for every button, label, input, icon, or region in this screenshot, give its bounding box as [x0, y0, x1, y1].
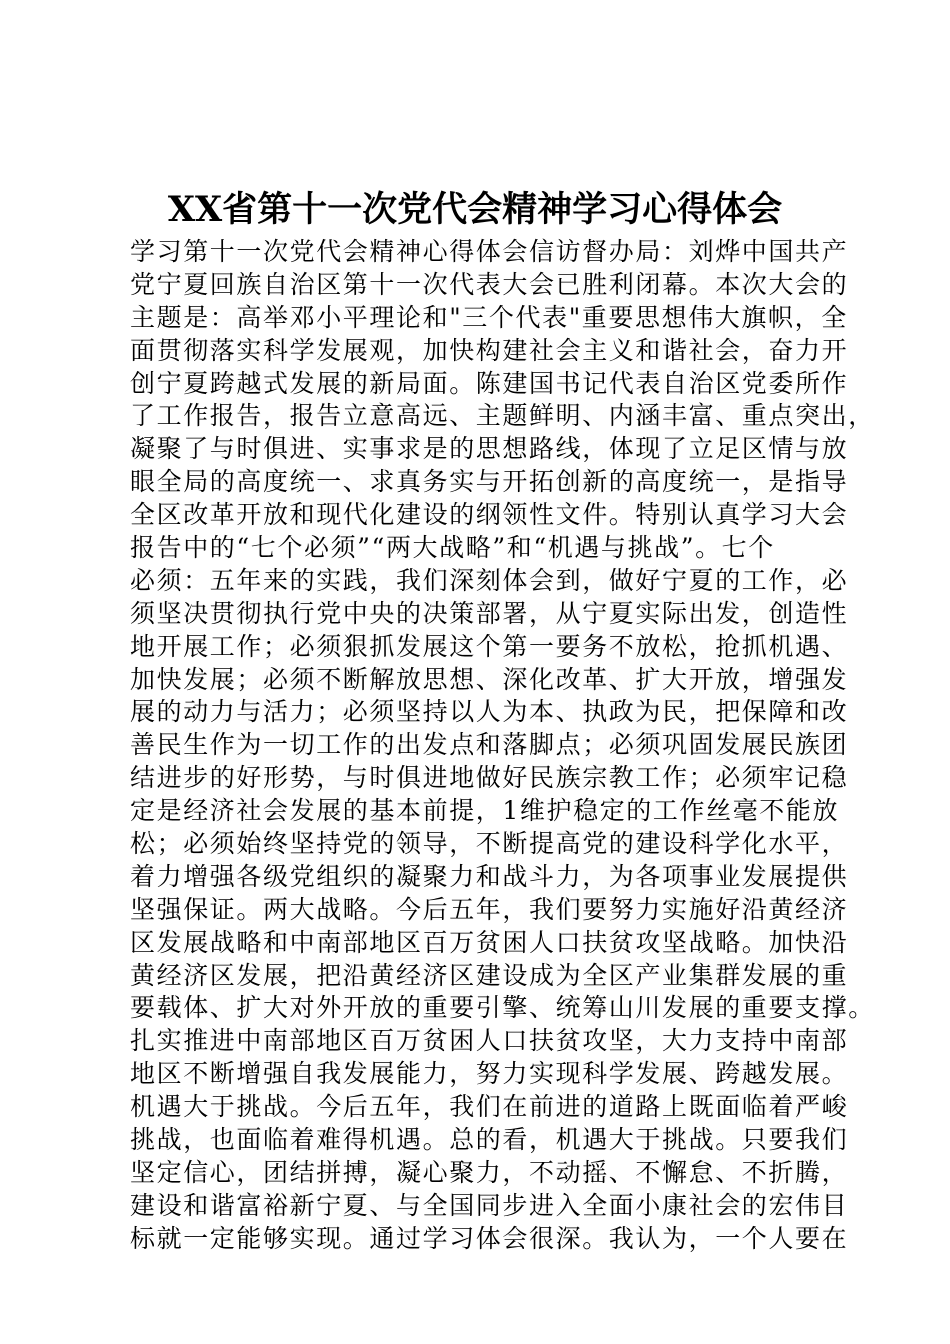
body-text-line: 黄经济区发展，把沿黄经济区建设成为全区产业集群发展的重 [130, 960, 849, 990]
document-body [130, 236, 875, 1256]
document-title: XX省第十一次党代会精神学习心得体会 [167, 189, 783, 230]
body-text-line: 了工作报告，报告立意高远、主题鲜明、内涵丰富、重点突出， [130, 401, 875, 431]
body-text-line: 面贯彻落实科学发展观，加快构建社会主义和谐社会，奋力开 [130, 335, 849, 365]
body-text-line: 主题是：高举邓小平理论和"三个代表"重要思想伟大旗帜，全 [130, 302, 848, 332]
body-text-line: 全区改革开放和现代化建设的纲领性文件。特别认真学习大会 [130, 500, 849, 530]
body-text-line: 必须：五年来的实践，我们深刻体会到，做好宁夏的工作，必 [130, 565, 849, 595]
body-text-line: 坚定信心，团结拼搏，凝心聚力，不动摇、不懈怠、不折腾， [130, 1157, 849, 1187]
body-text-line: 建设和谐富裕新宁夏、与全国同步进入全面小康社会的宏伟目 [130, 1190, 849, 1220]
body-text-line: 坚强保证。两大战略。今后五年，我们要努力实施好沿黄经济 [130, 894, 849, 924]
body-text-line: 松；必须始终坚持党的领导，不断提高党的建设科学化水平， [130, 829, 849, 859]
body-text-line: 区发展战略和中南部地区百万贫困人口扶贫攻坚战略。加快沿 [130, 927, 849, 957]
body-text-line: 党宁夏回族自治区第十一次代表大会已胜利闭幕。本次大会的 [130, 269, 849, 299]
body-text-line: 地开展工作；必须狠抓发展这个第一要务不放松，抢抓机遇、 [130, 631, 849, 661]
body-text-line: 报告中的“七个必须”“两大战略”和“机遇与挑战”。七个 [130, 533, 775, 563]
body-text-line: 标就一定能够实现。通过学习体会很深。我认为，一个人要在 [130, 1223, 849, 1253]
body-text-line: 扎实推进中南部地区百万贫困人口扶贫攻坚，大力支持中南部 [130, 1026, 849, 1056]
body-text-line: 展的动力与活力；必须坚持以人为本、执政为民，把保障和改 [130, 697, 849, 727]
body-text-line: 结进步的好形势，与时俱进地做好民族宗教工作；必须牢记稳 [130, 763, 849, 793]
body-text-line: 眼全局的高度统一、求真务实与开拓创新的高度统一，是指导 [130, 467, 849, 497]
body-text-line: 凝聚了与时俱进、实事求是的思想路线，体现了立足区情与放 [130, 434, 849, 464]
body-text-line: 须坚决贯彻执行党中央的决策部署，从宁夏实际出发，创造性 [130, 598, 849, 628]
body-text-line: 要载体、扩大对外开放的重要引擎、统筹山川发展的重要支撑。 [130, 993, 875, 1023]
body-text-line: 善民生作为一切工作的出发点和落脚点；必须巩固发展民族团 [130, 730, 849, 760]
body-text-line: 创宁夏跨越式发展的新局面。陈建国书记代表自治区党委所作 [130, 368, 849, 398]
body-text-line: 挑战，也面临着难得机遇。总的看，机遇大于挑战。只要我们 [130, 1125, 849, 1155]
body-text-line: 机遇大于挑战。今后五年，我们在前进的道路上既面临着严峻 [130, 1092, 849, 1122]
body-text-line: 地区不断增强自我发展能力，努力实现科学发展、跨越发展。 [130, 1059, 849, 1089]
body-text-line: 加快发展；必须不断解放思想、深化改革、扩大开放，增强发 [130, 664, 849, 694]
body-text-line: 学习第十一次党代会精神心得体会信访督办局：刘烨中国共产 [130, 237, 849, 266]
body-text-line: 着力增强各级党组织的凝聚力和战斗力，为各项事业发展提供 [130, 861, 849, 891]
body-text-line: 定是经济社会发展的基本前提，1维护稳定的工作丝毫不能放 [130, 796, 840, 826]
